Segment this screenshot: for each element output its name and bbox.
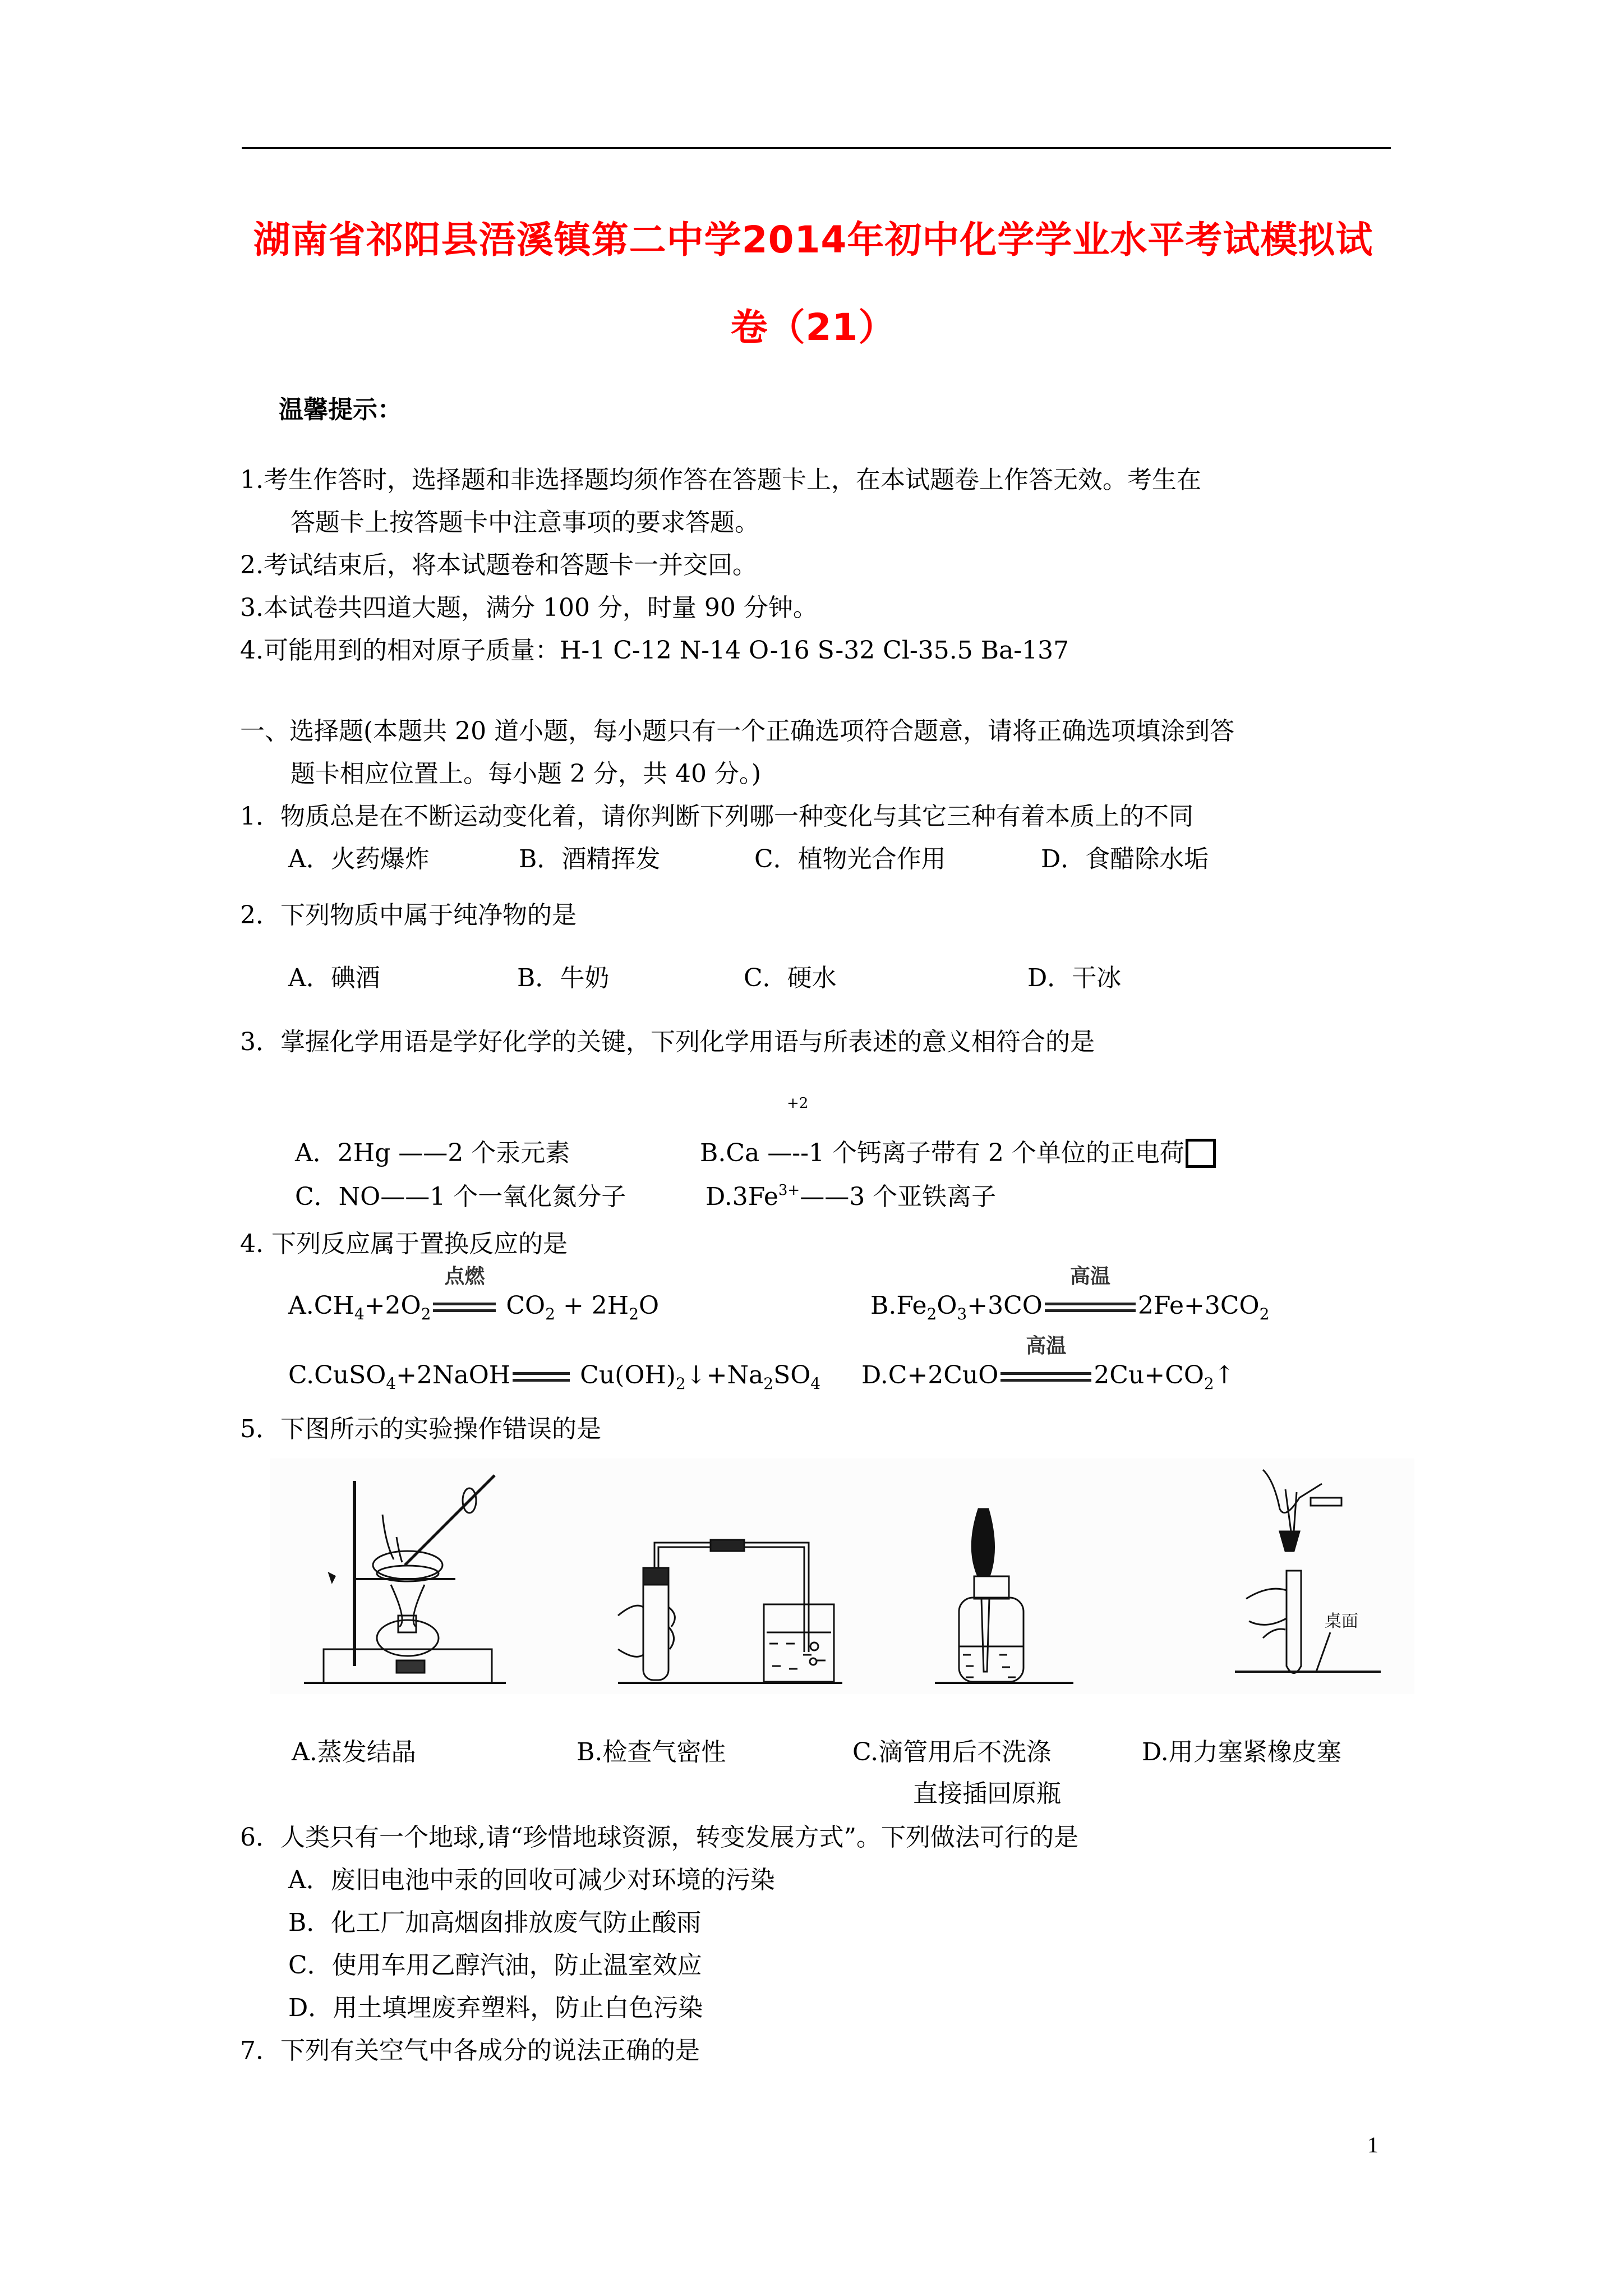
question-4-option-a (288, 1265, 660, 1323)
page-number: 1 (1367, 2132, 1378, 2157)
question-3-option-c: C．NO——1 个一氧化氮分子 (295, 1182, 626, 1211)
formula-part: ↓+Na (685, 1361, 764, 1389)
formula-subscript: 2 (545, 1305, 555, 1323)
tip-item-3: 3.本试卷共四道大题，满分 100 分，时量 90 分钟。 (240, 593, 818, 622)
option-label: D. (861, 1361, 888, 1389)
question-3-charge-label: +2 (787, 1095, 809, 1112)
formula-part: +2NaOH (396, 1361, 511, 1389)
question-3-option-d-charge: 3+ (778, 1182, 800, 1199)
tip-item-2: 2.考试结束后，将本试题卷和答题卡一并交回。 (240, 551, 757, 579)
question-3-option-b-text: B.Ca —--1 个钙离子带有 2 个单位的正电荷 (700, 1139, 1184, 1167)
question-3-option-b (700, 1138, 1216, 1169)
question-6-option-c: C．使用车用乙醇汽油，防止温室效应 (288, 1951, 702, 1980)
question-3-option-d (706, 1181, 996, 1213)
insert-stopper-icon (1235, 1470, 1381, 1673)
question-5-stem: 5．下图所示的实验操作错误的是 (240, 1415, 601, 1443)
airtightness-check-icon (618, 1540, 842, 1683)
question-6-option-d: D．用土填埋废弃塑料，防止白色污染 (288, 1994, 703, 2022)
formula-part: Cu(OH) (572, 1361, 676, 1389)
formula-subscript: 4 (354, 1305, 365, 1323)
question-7-stem: 7．下列有关空气中各成分的说法正确的是 (240, 2036, 700, 2065)
question-3-option-a: A．2Hg ——2 个汞元素 (295, 1139, 570, 1167)
question-2-stem: 2．下列物质中属于纯净物的是 (240, 901, 577, 930)
question-1-option-c: C．植物光合作用 (754, 845, 946, 873)
dropper-bottle-icon (935, 1509, 1073, 1683)
formula-part: C+2CuO (888, 1361, 999, 1389)
question-5-caption-c-line2: 直接插回原瓶 (913, 1779, 1061, 1808)
formula-subscript: 2 (763, 1374, 774, 1393)
formula-part: CO (498, 1291, 546, 1320)
question-5-caption-b: B.检查气密性 (577, 1738, 726, 1766)
formula-part: +3CO (967, 1291, 1043, 1320)
question-3-stem: 3．掌握化学用语是学好化学的关键，下列化学用语与所表述的意义相符合的是 (240, 1028, 1095, 1056)
desk-label: 桌面 (1325, 1612, 1358, 1631)
formula-part: CH (313, 1291, 354, 1320)
question-4-option-c (288, 1360, 820, 1391)
formula-subscript: 3 (957, 1305, 967, 1323)
tip-item-4: 4.可能用到的相对原子质量：H-1 C-12 N-14 O-16 S-32 Cl-35.5 Ba-137 (240, 636, 1069, 665)
tips-heading: 温馨提示： (279, 395, 402, 424)
question-2-option-d: D．干冰 (1027, 964, 1122, 992)
tip-item-1: 1.考生作答时，选择题和非选择题均须作答在答题卡上，在本试题卷上作答无效。考生在 (240, 466, 1201, 494)
reaction-condition-label: 高温 (1069, 1265, 1110, 1288)
option-label: A. (288, 1291, 314, 1320)
formula-part: Fe (896, 1291, 927, 1320)
formula-subscript: 2 (629, 1305, 639, 1323)
option-label: B. (870, 1291, 897, 1320)
formula-part: O (639, 1291, 660, 1320)
reaction-equals-sign (510, 1360, 572, 1391)
formula-part: CuSO (314, 1361, 386, 1389)
formula-subscript: 2 (1204, 1374, 1214, 1393)
question-5-caption-d: D.用力塞紧橡皮塞 (1142, 1738, 1341, 1766)
question-5-caption-c: C.滴管用后不洗涤 (852, 1738, 1052, 1766)
page-title-line1: 湖南省祁阳县浯溪镇第二中学2014年初中化学学业水平考试模拟试 (253, 218, 1373, 261)
question-3-option-d-suffix: ——3 个亚铁离子 (800, 1182, 997, 1211)
reaction-condition-equals (1043, 1265, 1138, 1322)
question-2-option-a: A．碘酒 (288, 964, 380, 992)
tip-item-1-cont: 答题卡上按答题卡中注意事项的要求答题。 (291, 508, 759, 537)
formula-part: +2O (364, 1291, 421, 1320)
question-1-option-b: B．酒精挥发 (519, 845, 661, 873)
reaction-condition-label: 点燃 (444, 1265, 485, 1288)
formula-part: 2Fe+3CO (1137, 1291, 1260, 1320)
option-label: C. (288, 1361, 315, 1389)
question-5-caption-a: A.蒸发结晶 (292, 1738, 416, 1766)
reaction-condition-label: 高温 (1026, 1335, 1067, 1358)
question-2-option-c: C．硬水 (744, 964, 837, 992)
reaction-condition-equals (998, 1335, 1094, 1391)
question-6-option-a: A．废旧电池中汞的回收可减少对环境的污染 (288, 1866, 775, 1894)
formula-subscript: 4 (810, 1374, 821, 1393)
question-6-option-b: B．化工厂加高烟囱排放废气防止酸雨 (288, 1908, 702, 1937)
gas-arrow-icon: ↑ (1214, 1361, 1235, 1389)
question-1-option-d: D．食醋除水垢 (1041, 845, 1209, 873)
formula-part: O (937, 1291, 957, 1320)
experiment-figure (270, 1458, 1414, 1694)
formula-subscript: 4 (386, 1374, 396, 1393)
page-title-line2: 卷（21） (730, 306, 896, 349)
formula-subscript: 2 (1259, 1305, 1270, 1323)
question-4-option-b (870, 1265, 1270, 1323)
formula-subscript: 2 (421, 1305, 431, 1323)
question-3-option-d-prefix: D.3Fe (706, 1182, 778, 1211)
formula-part: 2Cu+CO (1094, 1361, 1204, 1389)
evaporation-apparatus-icon (304, 1475, 506, 1683)
reaction-condition-equals (431, 1265, 498, 1322)
header-rule (242, 147, 1391, 149)
question-6-stem: 6．人类只有一个地球,请“珍惜地球资源，转变发展方式”。下列做法可行的是 (240, 1823, 1078, 1852)
formula-subscript: 2 (675, 1374, 686, 1393)
formula-subscript: 2 (926, 1305, 937, 1323)
question-1-stem: 1．物质总是在不断运动变化着，请你判断下列哪一种变化与其它三种有着本质上的不同 (240, 802, 1193, 831)
answer-box-icon (1186, 1139, 1216, 1168)
formula-part: + 2H (555, 1291, 629, 1320)
formula-part: SO (773, 1361, 811, 1389)
section-heading-line2: 题卡相应位置上。每小题 2 分，共 40 分。) (291, 760, 762, 788)
section-heading-line1: 一、选择题(本题共 20 道小题，每小题只有一个正确选项符合题意，请将正确选项填涂到答 (240, 717, 1235, 746)
question-4-stem: 4. 下列反应属于置换反应的是 (240, 1230, 568, 1258)
question-1-option-a: A．火药爆炸 (288, 845, 430, 873)
question-2-option-b: B．牛奶 (517, 964, 610, 992)
question-4-option-d (861, 1335, 1235, 1393)
